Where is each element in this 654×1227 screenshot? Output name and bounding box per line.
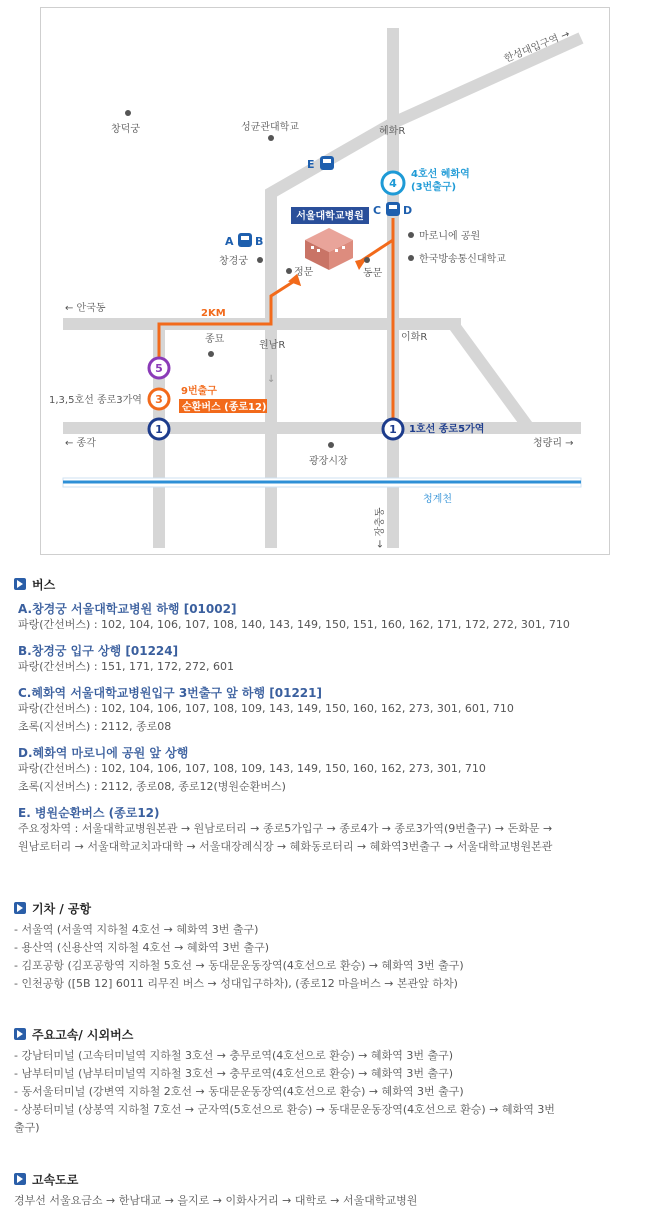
map-canvas [41,8,611,556]
dot-changdeokgung [125,110,131,116]
label-wonnam-r: 원남R [259,340,286,351]
label-knou: 한국방송통신대학교 [419,254,506,265]
line3-number: 3 [155,393,163,406]
bus-item-c-line-2: 초록(지선버스) : 2112, 종로08 [18,720,172,733]
train-line-3: - 김포공항 (김포공항역 지하철 5호선 → 동대문운동장역(4호선으로 환승) → 혜화역 3번 출구) [14,959,464,972]
train-line-1: - 서울역 (서울역 지하철 4호선 → 혜화역 3번 출구) [14,923,259,936]
arrow-icon [14,1173,26,1185]
label-hyehwa-r: 혜화R [379,126,406,137]
dot-jongmyo [208,351,214,357]
line1-number-jongno5: 1 [389,423,397,436]
express-line-2: - 남부터미널 (남부터미널역 지하철 3호선 → 충무로역(4호선으로 환승) → 혜화역 3번 출구) [14,1067,454,1080]
label-sungkyunkwan: 성균관대학교 [241,122,299,133]
bus-icon-ab [238,233,252,247]
bus-item-d-line-1: 파랑(간선버스) : 102, 104, 106, 107, 108, 109, 143, 149, 150, 160, 162, 273, 301, 710 [18,762,486,775]
label-shuttle: 순환버스 (종로12) [182,402,267,413]
label-jongmyo: 종묘 [205,334,225,345]
bus-item-e-line-1: 주요정차역 : 서울대학교병원본관 → 원남로터리 → 종로5가입구 → 종로4가 → 종로3가역(9번출구) → 돈화문 → [18,822,553,835]
section-highway-header [14,1171,642,1187]
section-bus [14,576,642,856]
stop-c-label: C [373,204,382,217]
dot-marronnier [408,232,414,238]
dot-sungkyunkwan [268,135,274,141]
highway-line-1: 경부선 서울요금소 → 한남대교 → 을지로 → 이화사거리 → 대학로 → 서울대학교병원 [14,1194,418,1207]
section-train [14,900,642,993]
stop-e-label: E [307,158,315,171]
bus-item-a-line: 파랑(간선버스) : 102, 104, 106, 107, 108, 140, 143, 149, 150, 151, 160, 162, 171, 172, 272, 301, 710 [18,618,570,631]
bus-item-d-title: D.혜화역 마로니에 공원 앞 상행 [18,746,189,760]
section-highway-title: 고속도로 [32,1172,79,1187]
label-ihwa-r: 이화R [401,332,428,343]
express-line-4: - 상봉터미널 (상봉역 지하철 7호선 → 군자역(5호선으로 환승) → 동대문운동장역(4호선으로 환승) → 혜화역 3번 [14,1103,555,1116]
label-cheonggyecheon: 청계천 [423,494,452,505]
section-train-header [14,900,642,916]
label-jonggak: ← 종각 [65,438,96,449]
label-andong: ← 안국동 [65,303,106,314]
label-hyehwa-exit: (3번출구) [411,182,457,193]
express-line-1: - 강남터미널 (고속터미널역 지하철 3호선 → 충무로역(4호선으로 환승) → 혜화역 3번 출구) [14,1049,454,1062]
label-main-gate: 정문 [294,267,314,278]
label-gwangjang: 광장시장 [309,456,348,467]
bus-item-d-line-2: 초록(지선버스) : 2112, 종로08, 종로12(병원순환버스) [18,780,286,793]
line5-number: 5 [155,362,163,375]
label-changgyeonggung: 창경궁 [219,256,248,267]
label-hansung-exit: 한성대입구역 → [502,28,572,66]
arrow-icon [14,578,26,590]
direction-arrow-down: ↓ [267,374,276,385]
train-line-4: - 인천공항 ([5B 12] 6011 리무진 버스 → 성대입구하차), (종로12 마을버스 → 본관앞 하차) [14,977,458,990]
label-jongno5: 1호선 종로5가역 [409,424,485,435]
section-bus-title: 버스 [32,577,56,592]
bus-item-b-line: 파랑(간선버스) : 151, 171, 172, 272, 601 [18,660,234,673]
label-jongno3-line: 1,3,5호선 종로3가역 [49,395,142,406]
label-hyehwa-station: 4호선 혜화역 [411,169,470,180]
dot-gwangjang [328,442,334,448]
label-marronnier: 마로니에 공원 [419,231,481,242]
line1-number-jongno3: 1 [155,423,163,436]
bus-item-a-title: A.창경궁 서울대학교병원 하행 [01002] [18,602,237,616]
arrow-icon [14,1028,26,1040]
bus-item-e-title: E. 병원순환버스 (종로12) [18,806,160,820]
bus-icon-e [320,156,334,170]
hospital-label: 서울대학교병원 [296,211,364,222]
stop-d-label: D [403,204,413,217]
express-line-3: - 동서울터미널 (강변역 지하철 2호선 → 동대문운동장역(4호선으로 환승) → 혜화역 3번 출구) [14,1085,464,1098]
hospital-building-icon [305,228,353,270]
train-line-2: - 용산역 (신용산역 지하철 4호선 → 혜화역 3번 출구) [14,941,270,954]
bus-icon-cd [386,202,400,216]
dot-main-gate [286,268,292,274]
label-jangchungdong: ← 장충동 [375,507,386,548]
stop-a-label: A [225,235,234,248]
label-cheongnyangni: 청량리 → [533,438,574,449]
dot-east-gate [364,257,370,263]
stop-b-label: B [255,235,264,248]
bus-item-c-line-1: 파랑(간선버스) : 102, 104, 106, 107, 108, 109, 143, 149, 150, 160, 162, 273, 301, 601, 710 [18,702,514,715]
road-network [63,28,581,548]
express-line-5: 출구) [14,1121,40,1134]
road-ihwa [453,324,529,428]
section-express [14,1026,642,1137]
dot-knou [408,255,414,261]
arrow-icon [14,902,26,914]
section-highway [14,1171,642,1210]
section-express-header [14,1026,642,1042]
label-east-gate: 동문 [363,268,383,279]
label-exit9: 9번출구 [181,386,217,397]
section-bus-header [14,576,642,592]
bus-item-b-title: B.창경궁 입구 상행 [01224] [18,644,179,658]
bus-item-e-line-2: 원남로터리 → 서울대학교치과대학 → 서울대장례식장 → 혜화동로터리 → 혜화역3번출구 → 서울대학교병원본관 [18,840,553,853]
bus-item-c-title: C.혜화역 서울대학교병원입구 3번출구 앞 하행 [01221] [18,686,322,700]
label-changdeokgung: 창덕궁 [111,124,140,135]
line4-number: 4 [389,177,397,190]
label-distance: 2KM [201,308,226,319]
location-map [40,7,610,555]
section-train-title: 기차 / 공항 [32,901,92,916]
section-express-title: 주요고속/ 시외버스 [32,1027,134,1042]
dot-changgyeonggung [257,257,263,263]
